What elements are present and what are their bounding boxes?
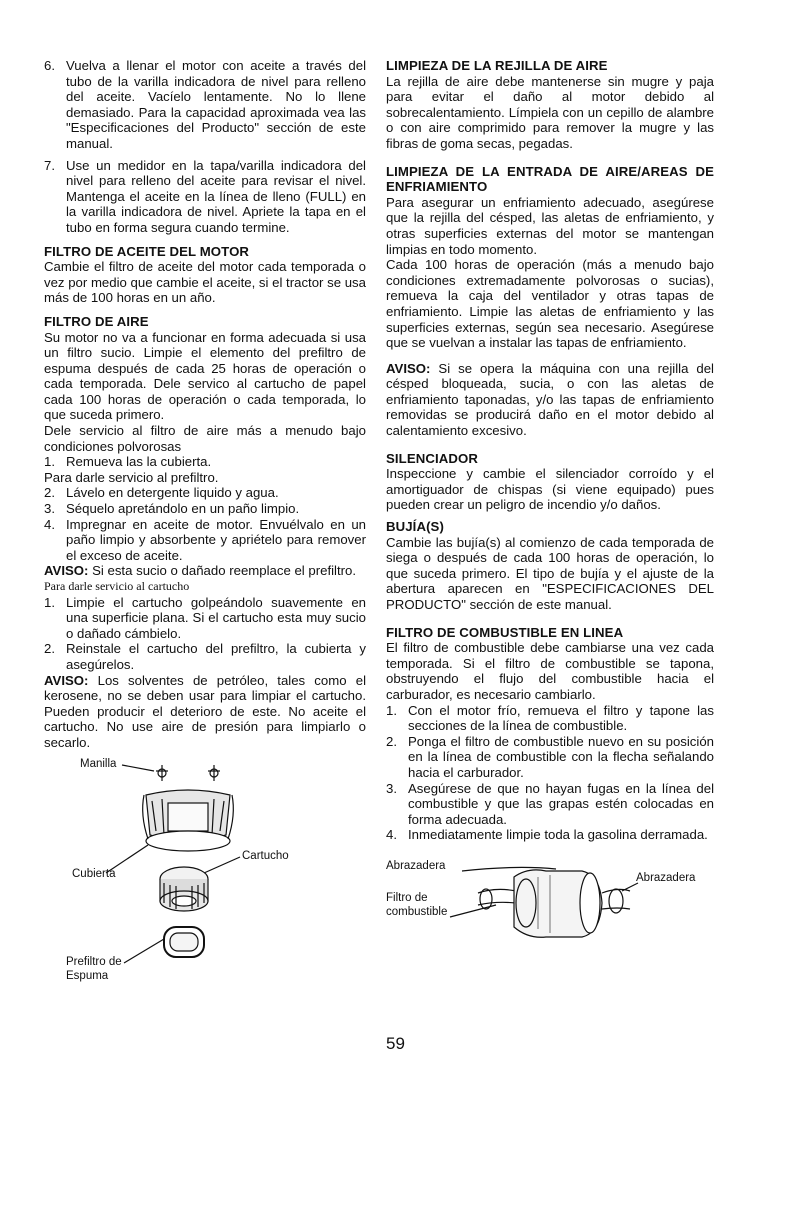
item-text: Limpie el cartucho golpeándolo suavemente en una superficie plana. Si el cartucho esta muy sucio o dañado cámbielo.	[66, 594, 366, 641]
paragraph-para-cartucho: Para darle servicio al cartucho	[44, 579, 190, 593]
paragraph-rejilla: La rejilla de aire debe mantenerse sin mugre y paja para evitar el daño al motor debido al sobrecalentamiento. Límpiela con un cepillo de alambre o con aire comprimido para remover la mugre y las fibras de goma secas, pegadas.	[386, 73, 714, 151]
item-number: 1.	[44, 594, 55, 610]
item-number: 7.	[44, 157, 55, 173]
paragraph-bujias: Cambie las bujía(s) al comienzo de cada temporada de siega o después de cada 100 horas de operación, lo que suceda primero. El tipo de bujía y el ajuste de la abertura aparecen en "ESPECIFICACIONES DEL PRODUCTO" sección de este manual.	[386, 534, 714, 612]
list-item-fuel-4	[386, 827, 714, 843]
label-filtro-de: Filtro de	[386, 891, 428, 904]
label-manilla: Manilla	[80, 757, 117, 770]
list-item-step3	[44, 501, 366, 517]
paragraph-silenciador: Inspeccione y cambie el silenciador corroído y el amortiguador de chispas (si viene equipado) pues pueden crear un peligro de incendio y/o daños.	[386, 466, 714, 513]
label-espuma: Espuma	[66, 969, 109, 982]
heading-filtro-aceite: FILTRO DE ACEITE DEL MOTOR	[44, 243, 250, 259]
aviso-text: Si esta sucio o dañado reemplace el prefiltro.	[88, 563, 357, 579]
item-number: 2.	[44, 485, 55, 501]
item-number: 4.	[386, 827, 397, 843]
paragraph-entrada-1: Para asegurar un enfriamiento adecuado, asegúrese que la rejilla del césped, las aletas de enfriamiento, y otras superficies externas del motor se mantengan limpias en todo momento.	[386, 194, 714, 257]
list-item-step2	[44, 485, 366, 501]
list-item-cartucho-1	[44, 595, 366, 642]
item-text: Impregnar en aceite de motor. Envuélvalo en un paño limpio y absorbente y apriételo para remover el exceso de aceite.	[66, 516, 366, 563]
aviso-text: Si se opera la máquina con una rejilla del césped bloqueada, sucia, o con las aletas de enfriamiento taponadas, y/o las tapas de enfriamiento removidas se producirá daño en el motor debido al calentamiento excesivo.	[386, 360, 714, 439]
label-abrazadera-left: Abrazadera	[386, 859, 446, 872]
left-column	[44, 58, 366, 1005]
paragraph-aviso-prefiltro	[44, 563, 366, 579]
label-combustible: combustible	[386, 905, 448, 918]
label-abrazadera-right: Abrazadera	[636, 871, 696, 884]
item-number: 2.	[44, 641, 55, 657]
item-number: 3.	[44, 501, 55, 517]
item-text: Séquelo apretándolo en un paño limpio.	[66, 501, 300, 517]
item-text: Con el motor frío, remueva el filtro y tapone las secciones de la línea de combustible.	[408, 702, 714, 734]
heading-bujias: BUJÍA(S)	[386, 519, 444, 535]
heading-filtro-aire: FILTRO DE AIRE	[44, 313, 149, 329]
label-prefiltro: Prefiltro de	[66, 955, 122, 968]
heading-filtro-combustible: FILTRO DE COMBUSTIBLE EN LINEA	[386, 624, 624, 640]
right-column	[386, 58, 714, 947]
item-text: Remueva las la cubierta.	[66, 454, 212, 470]
paragraph-filtro-aceite: Cambie el filtro de aceite del motor cada temporada o vez por medio que cambie el aceite, si el tractor se usa más de 100 horas en un año.	[44, 259, 366, 306]
paragraph-filtro-combustible: El filtro de combustible debe cambiarse una vez cada temporada. Si el filtro de combustible se tapona, obstruyendo el flujo del combustible hacia el carburador, es necesario cambiarlo.	[386, 640, 714, 702]
paragraph-filtro-aire: Su motor no va a funcionar en forma adecuada si usa un filtro sucio. Limpie el elemento del prefiltro de espuma después de cada 25 horas de operación o cada temporada. Dele servico al cartucho de papel cada 100 horas de operación o cada temporada, lo que suceda primero.	[44, 329, 366, 423]
item-number: 3.	[386, 780, 397, 796]
list-item-fuel-1	[386, 703, 714, 734]
item-text: Lávelo en detergente liquido y agua.	[66, 485, 279, 501]
label-cartucho: Cartucho	[242, 849, 289, 862]
aviso-text: Los solventes de petróleo, tales como el kerosene, no se deben usar para limpiar el cartucho. Pueden producir el deterioro de este. No aceite el cartucho. No use aire de presión para limpiarlo o secarlo.	[44, 672, 366, 750]
item-number: 1.	[386, 702, 397, 718]
item-text: Reinstale el cartucho del prefiltro, la cubierta y asegúrelos.	[66, 641, 366, 672]
item-text: Inmediatamente limpie toda la gasolina derramada.	[408, 827, 708, 843]
heading-entrada-aire: LIMPIEZA DE LA ENTRADA DE AIRE/AREAS DE ENFRIAMIENTO	[386, 163, 714, 195]
list-item-6	[44, 58, 366, 152]
paragraph-aviso-solventes	[44, 673, 366, 751]
item-text: Vuelva a llenar el motor con aceite a través del tubo de la varilla indicadora de nivel para relleno del aceite. Vacíelo lentamente. No lo llene demasiado. Para la capacidad aproximada vea las "Especificaciones del Producto" sección de este manual.	[66, 58, 366, 151]
fuel-filter-figure	[386, 857, 714, 947]
item-number: 4.	[44, 516, 55, 532]
item-text: Use un medidor en la tapa/varilla indicadora del nivel para relleno del aceite para revisar el nivel. Mantenga el aceite en la línea de lleno (FULL) en la varilla indicadora de nivel. Apriete la tapa en el tubo en forma segura cuando termine.	[66, 157, 366, 235]
aviso-label: AVISO:	[44, 672, 89, 688]
list-item-cartucho-2	[44, 641, 366, 672]
list-item-step4	[44, 517, 366, 564]
list-item-step1	[44, 454, 366, 470]
page-number: 59	[386, 1034, 405, 1053]
item-number: 2.	[386, 733, 397, 749]
paragraph-dele-servicio: Dele servicio al filtro de aire más a menudo bajo condiciones polvorosas	[44, 423, 366, 454]
list-item-fuel-3	[386, 781, 714, 828]
item-number: 6.	[44, 58, 55, 73]
item-text: Ponga el filtro de combustible nuevo en su posición en la línea de combustible con la flecha señalando hacia el carburador.	[408, 733, 714, 780]
heading-rejilla: LIMPIEZA DE LA REJILLA DE AIRE	[386, 58, 608, 73]
paragraph-aviso-rejilla	[386, 361, 714, 439]
aviso-label: AVISO:	[386, 360, 431, 376]
paragraph-para-prefiltro: Para darle servicio al prefiltro.	[44, 469, 219, 485]
heading-silenciador: SILENCIADOR	[386, 450, 478, 466]
aviso-label: AVISO:	[44, 563, 89, 579]
paragraph-entrada-2: Cada 100 horas de operación (más a menudo bajo condiciones extremadamente polvorosas o sucias), remueva la caja del ventilador y otras tapas de enfriamiento. Limpie las aletas de enfriamiento y las superficies externas, según sea necesario. Asegúrese que se vuelvan a instalar las tapas de enfriamiento.	[386, 257, 714, 351]
list-item-7	[44, 158, 366, 236]
label-cubierta: Cubierta	[72, 867, 116, 880]
air-filter-figure	[44, 755, 366, 1005]
item-text: Asegúrese de que no hayan fugas en la línea del combustible y que las grapas estén colocadas en forma adecuada.	[408, 780, 714, 827]
list-item-fuel-2	[386, 734, 714, 781]
item-number: 1.	[44, 454, 55, 470]
